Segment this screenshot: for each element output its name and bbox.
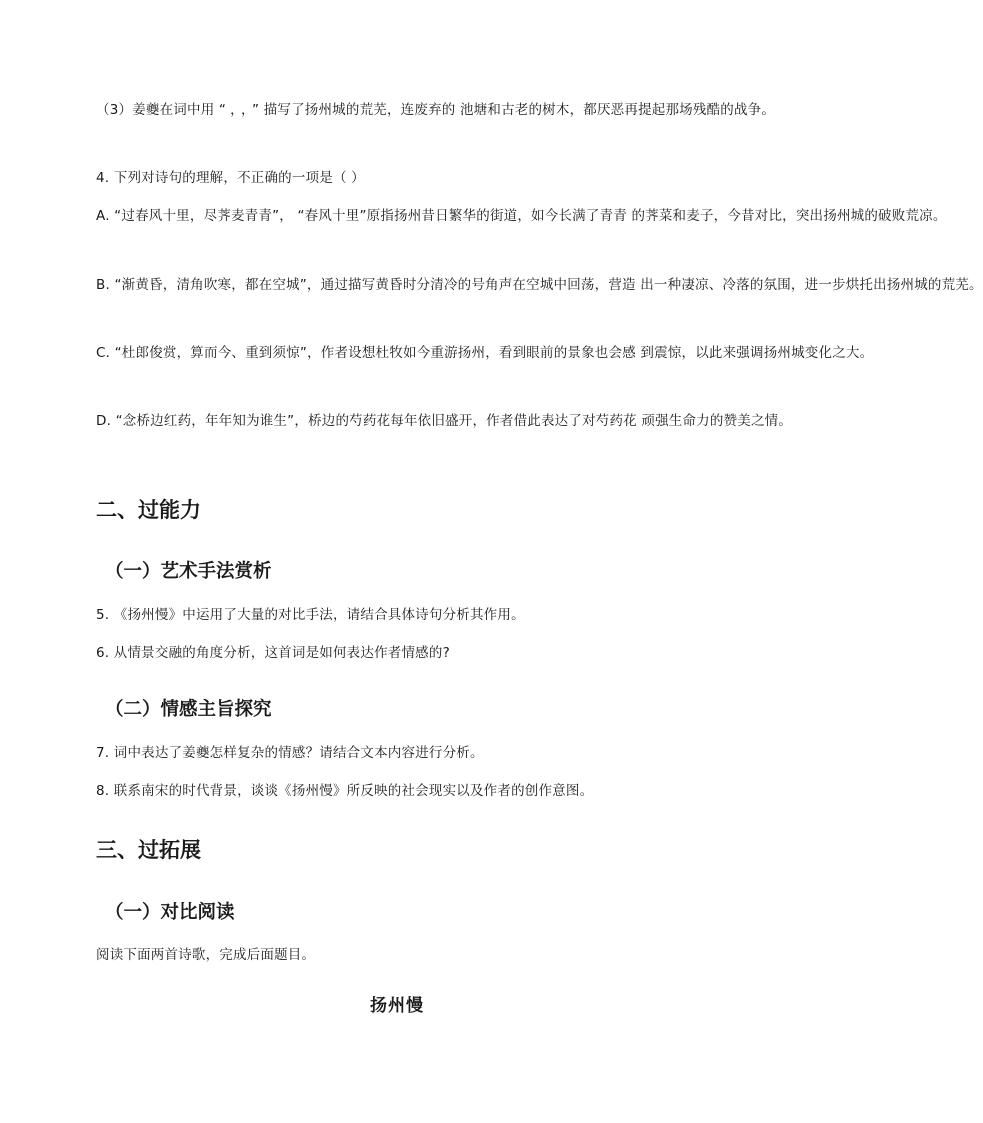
question-7: 7. 词中表达了姜夔怎样复杂的情感？请结合文本内容进行分析。 [96,745,484,761]
question-3-prefix: （3）姜夔在词中用 “ [96,102,227,118]
question-3-line-1 [96,102,460,118]
question-6: 6. 从情景交融的角度分析，这首词是如何表达作者情感的? [96,645,450,661]
option-d-line-1: D. “念桥边红药，年年知为谁生”，桥边的芍药花每年依旧盛开，作者借此表达了对芍药花 [96,413,637,429]
option-b-line-1: B. “渐黄昏，清角吹寒，都在空城”，通过描写黄昏时分清冷的号角声在空城中回荡，营造 [96,277,636,293]
section-3-sub-1-heading: （一）对比阅读 [105,902,235,923]
question-3-suffix: ” 描写了扬州城的荒芜，连废弃的 [251,102,456,118]
section-3-heading: 三、过拓展 [96,838,201,862]
question-8: 8. 联系南宋的时代背景，谈谈《扬州慢》所反映的社会现实以及作者的创作意图。 [96,783,594,799]
option-c [96,338,874,369]
option-b-line-2: 出一种凄凉、冷落的氛围，进一步烘托出扬州城的荒芜。 [640,277,983,293]
option-c-line-1: C. “杜郎俊赏，算而今、重到须惊”，作者设想杜牧如今重游扬州，看到眼前的景象也会感 [96,345,636,361]
option-d [96,406,793,437]
option-a [96,201,947,232]
question-3 [96,95,776,128]
option-d-line-2: 顽强生命力的赞美之情。 [641,413,793,429]
separator: ， [241,102,248,118]
option-a-line-2: 的荠菜和麦子，今昔对比，突出扬州城的破败荒凉。 [631,208,947,224]
option-c-line-2: 到震惊，以此来强调扬州城变化之大。 [640,345,874,361]
question-5: 5. 《扬州慢》中运用了大量的对比手法，请结合具体诗句分析其作用。 [96,607,525,623]
option-a-line-1: A. “过春风十里，尽荠麦青青”， “春风十里”原指扬州昔日繁华的街道，如今长满了青青 [96,208,627,224]
question-4-stem: 4. 下列对诗句的理解，不正确的一项是（ ） [96,170,365,186]
poem-title: 扬州慢 [370,996,424,1016]
section-2-heading: 二、过能力 [96,498,201,522]
section-2-sub-2-heading: （二）情感主旨探究 [105,699,272,720]
separator: ， [230,102,238,118]
question-3-line-2: 池塘和古老的树木，都厌恶再提起那场残酷的战争。 [459,102,776,118]
option-b [96,270,983,301]
section-2-sub-1-heading: （一）艺术手法赏析 [105,561,272,582]
reading-intro: 阅读下面两首诗歌，完成后面题目。 [96,947,316,963]
